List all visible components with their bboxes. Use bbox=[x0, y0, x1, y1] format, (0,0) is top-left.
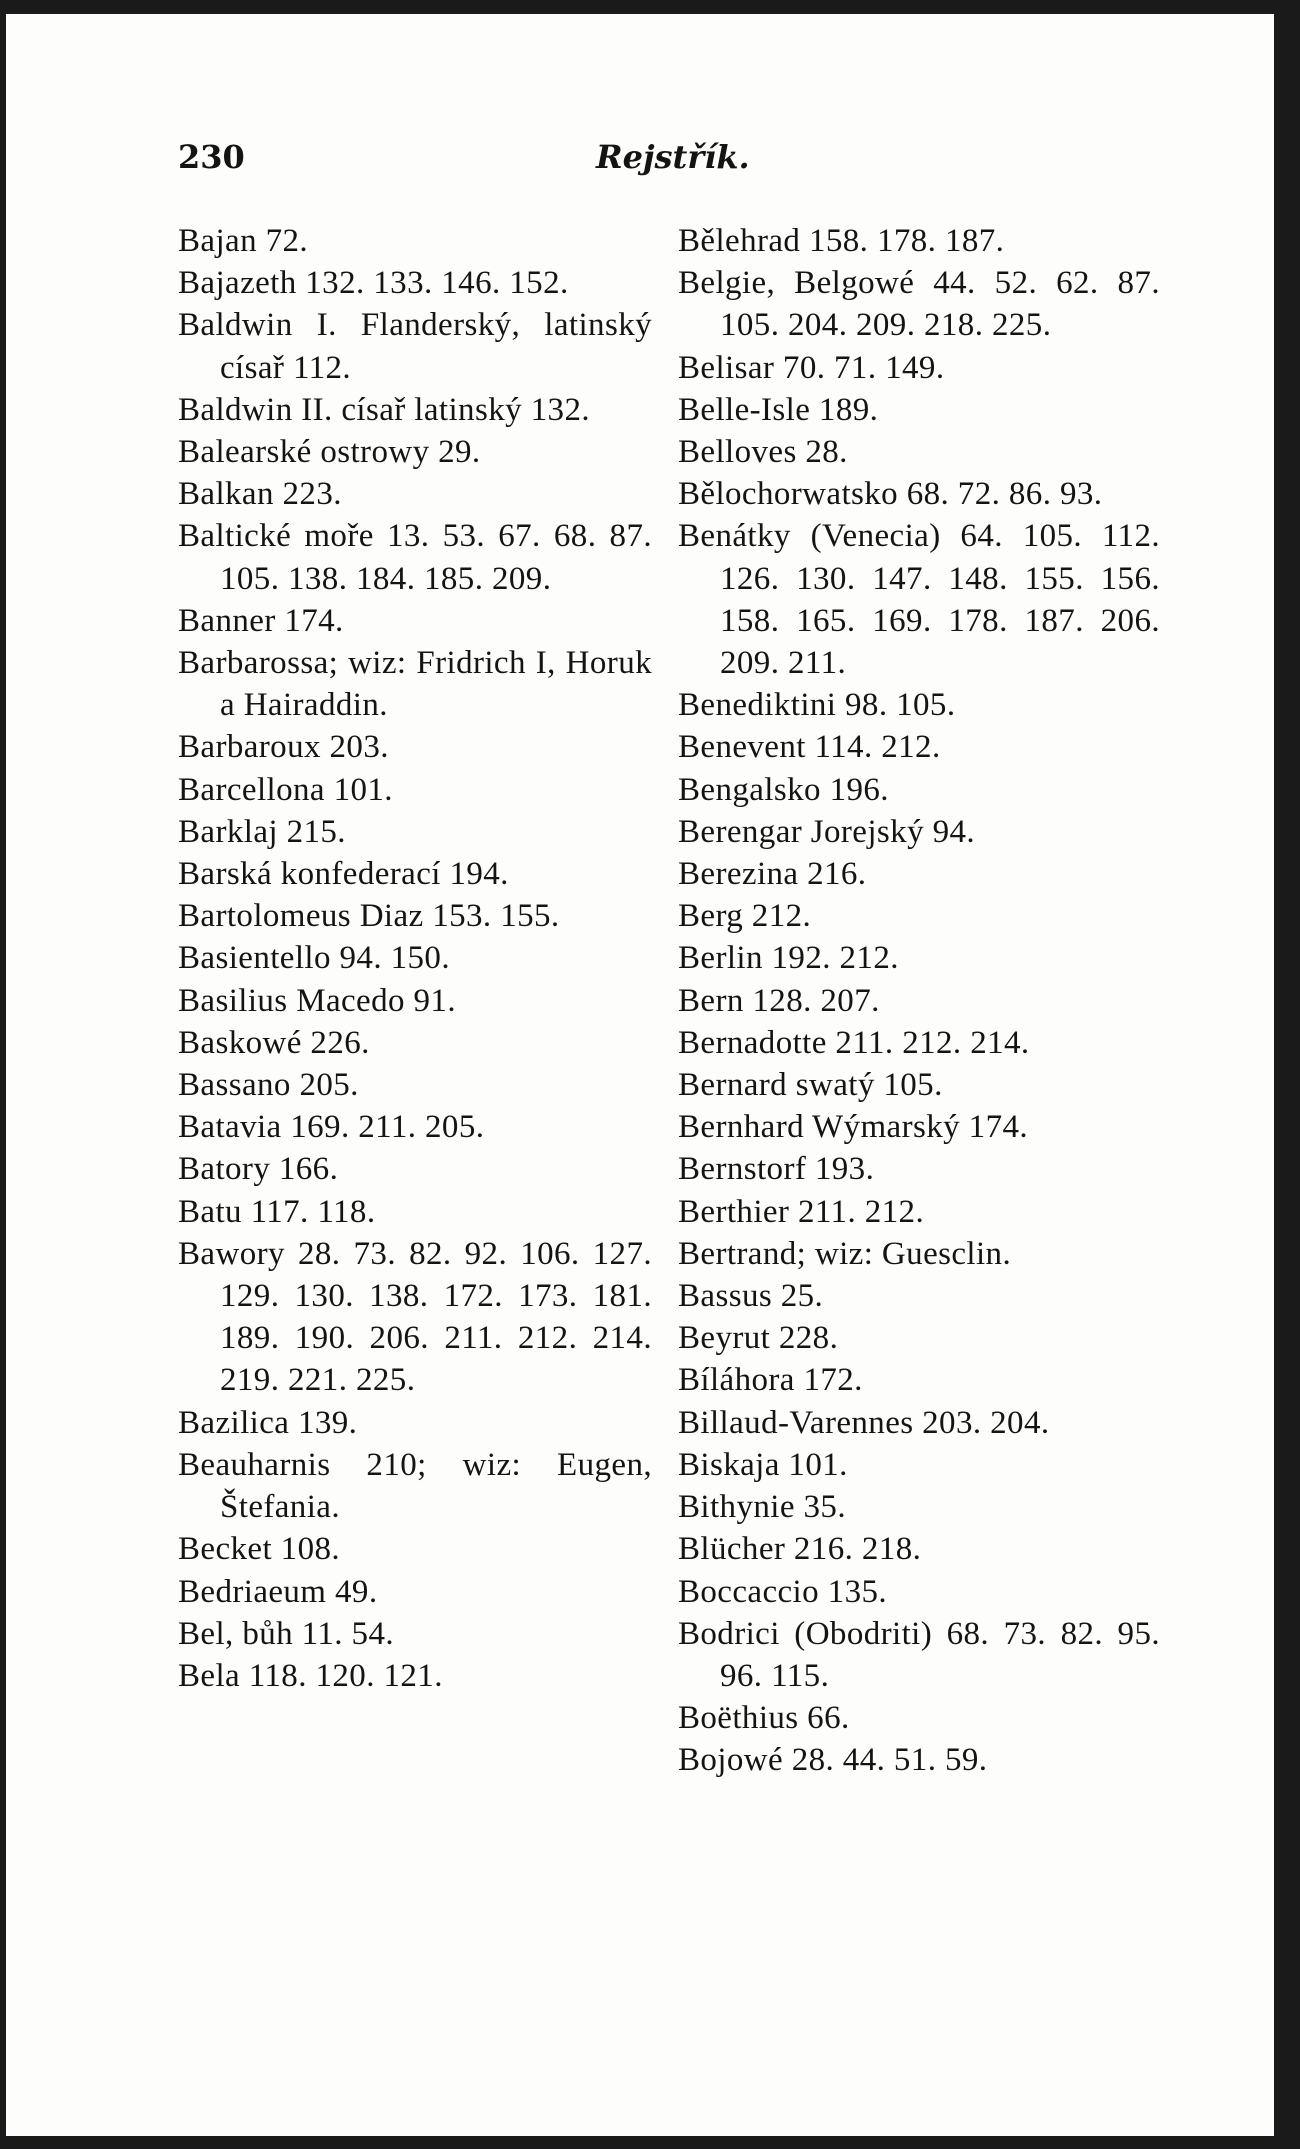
index-entry: Barcellona 101. bbox=[178, 771, 393, 808]
index-entry: Batory 166. bbox=[178, 1151, 339, 1188]
index-entry: Beyrut 228. bbox=[678, 1320, 839, 1357]
index-entry: Barbaroux 203. bbox=[178, 729, 389, 766]
index-entry: Bengalsko 196. bbox=[678, 771, 889, 808]
index-entry: Berthier 211. 212. bbox=[678, 1193, 925, 1230]
index-entry: Blücher 216. 218. bbox=[678, 1531, 922, 1568]
index-entry: Benátky (Venecia) 64. 105. 112. 126. 130. 147. 148. 155. 156. 158. 165. 169. 178. 187. 206. 209. 211. bbox=[678, 518, 1160, 682]
index-entry: Bodrici (Obodriti) 68. 73. 82. 95. 96. 115. bbox=[678, 1615, 1160, 1694]
index-entry: Baltické moře 13. 53. 67. 68. 87. 105. 138. 184. 185. 209. bbox=[178, 518, 652, 597]
index-entry: Bartolomeus Diaz 153. 155. bbox=[178, 898, 560, 935]
index-entry: Bedriaeum 49. bbox=[178, 1573, 378, 1610]
index-entry: Bělehrad 158. 178. 187. bbox=[678, 223, 1005, 259]
index-entry: Bern 128. 207. bbox=[678, 982, 880, 1019]
index-entry: Bernhard Wýmarský 174. bbox=[678, 1109, 1029, 1146]
index-entry: Boccaccio 135. bbox=[678, 1573, 888, 1610]
index-entry: Belle-Isle 189. bbox=[678, 391, 879, 428]
index-entry: Basientello 94. 150. bbox=[178, 940, 450, 977]
index-entry: Berengar Jorejský 94. bbox=[678, 813, 976, 850]
index-entry: Bernard swatý 105. bbox=[678, 1067, 943, 1104]
index-entry: Billaud-Varennes 203. 204. bbox=[678, 1404, 1050, 1441]
index-entry: Bíláhora 172. bbox=[678, 1362, 863, 1399]
index-entry: Berg 212. bbox=[678, 898, 812, 935]
index-entry: Bajan 72. bbox=[178, 223, 309, 259]
index-entry: Beauharnis 210; wiz: Eugen, Štefania. bbox=[178, 1446, 652, 1526]
index-entry: Bela 118. 120. 121. bbox=[178, 1657, 443, 1694]
index-entry: Bojowé 28. 44. 51. 59. bbox=[678, 1742, 988, 1779]
index-entry: Berezina 216. bbox=[678, 856, 867, 893]
index-column-right bbox=[678, 220, 1160, 1782]
index-entry: Bassus 25. bbox=[678, 1278, 824, 1315]
index-entry: Baldwin I. Flanderský, latinský císař 112. bbox=[178, 307, 652, 386]
index-entry: Bernstorf 193. bbox=[678, 1151, 875, 1188]
index-entry: Biskaja 101. bbox=[678, 1446, 848, 1483]
index-column-left bbox=[178, 220, 652, 1697]
index-entry: Banner 174. bbox=[178, 602, 344, 639]
index-entry: Baskowé 226. bbox=[178, 1024, 370, 1061]
index-entry: Batavia 169. 211. 205. bbox=[178, 1109, 485, 1146]
book-page bbox=[6, 14, 1282, 2136]
scan-edge bbox=[1274, 14, 1282, 2136]
index-entry: Batu 117. 118. bbox=[178, 1193, 376, 1230]
index-entry: Benevent 114. 212. bbox=[678, 729, 941, 766]
index-entry: Berlin 192. 212. bbox=[678, 940, 899, 977]
index-entry: Bithynie 35. bbox=[678, 1489, 846, 1526]
index-entry: Balearské ostrowy 29. bbox=[178, 434, 481, 471]
index-entry: Bel, bůh 11. 54. bbox=[178, 1615, 395, 1652]
index-entry: Bawory 28. 73. 82. 92. 106. 127. 129. 130. 138. 172. 173. 181. 189. 190. 206. 211. 212. 214. 219. 221. 225. bbox=[178, 1235, 652, 1399]
index-entry: Belisar 70. 71. 149. bbox=[678, 349, 945, 386]
index-entry: Becket 108. bbox=[178, 1531, 341, 1568]
index-entry: Bertrand; wiz: Guesclin. bbox=[678, 1235, 1012, 1272]
running-title: Rejstřík. bbox=[596, 138, 750, 176]
index-entry: Bajazeth 132. 133. 146. 152. bbox=[178, 265, 569, 302]
index-entry: Barbarossa; wiz: Fridrich I, Horuk a Hairaddin. bbox=[178, 645, 652, 724]
page-header bbox=[6, 138, 1282, 188]
page-number: 230 bbox=[178, 138, 245, 176]
index-entry: Balkan 223. bbox=[178, 476, 342, 513]
index-entry: Basilius Macedo 91. bbox=[178, 982, 456, 1019]
index-entry: Bassano 205. bbox=[178, 1067, 359, 1104]
index-entry: Bělochorwatsko 68. 72. 86. 93. bbox=[678, 476, 1103, 513]
index-entry: Benediktini 98. 105. bbox=[678, 687, 956, 724]
index-entry: Boëthius 66. bbox=[678, 1700, 850, 1737]
index-entry: Belloves 28. bbox=[678, 434, 848, 471]
index-entry: Barská konfederací 194. bbox=[178, 856, 509, 893]
index-entry: Belgie, Belgowé 44. 52. 62. 87. 105. 204. 209. 218. 225. bbox=[678, 265, 1160, 344]
index-entry: Barklaj 215. bbox=[178, 813, 346, 850]
index-entry: Baldwin II. císař latinský 132. bbox=[178, 391, 590, 428]
index-entry: Bernadotte 211. 212. 214. bbox=[678, 1024, 1030, 1061]
index-entry: Bazilica 139. bbox=[178, 1404, 358, 1441]
